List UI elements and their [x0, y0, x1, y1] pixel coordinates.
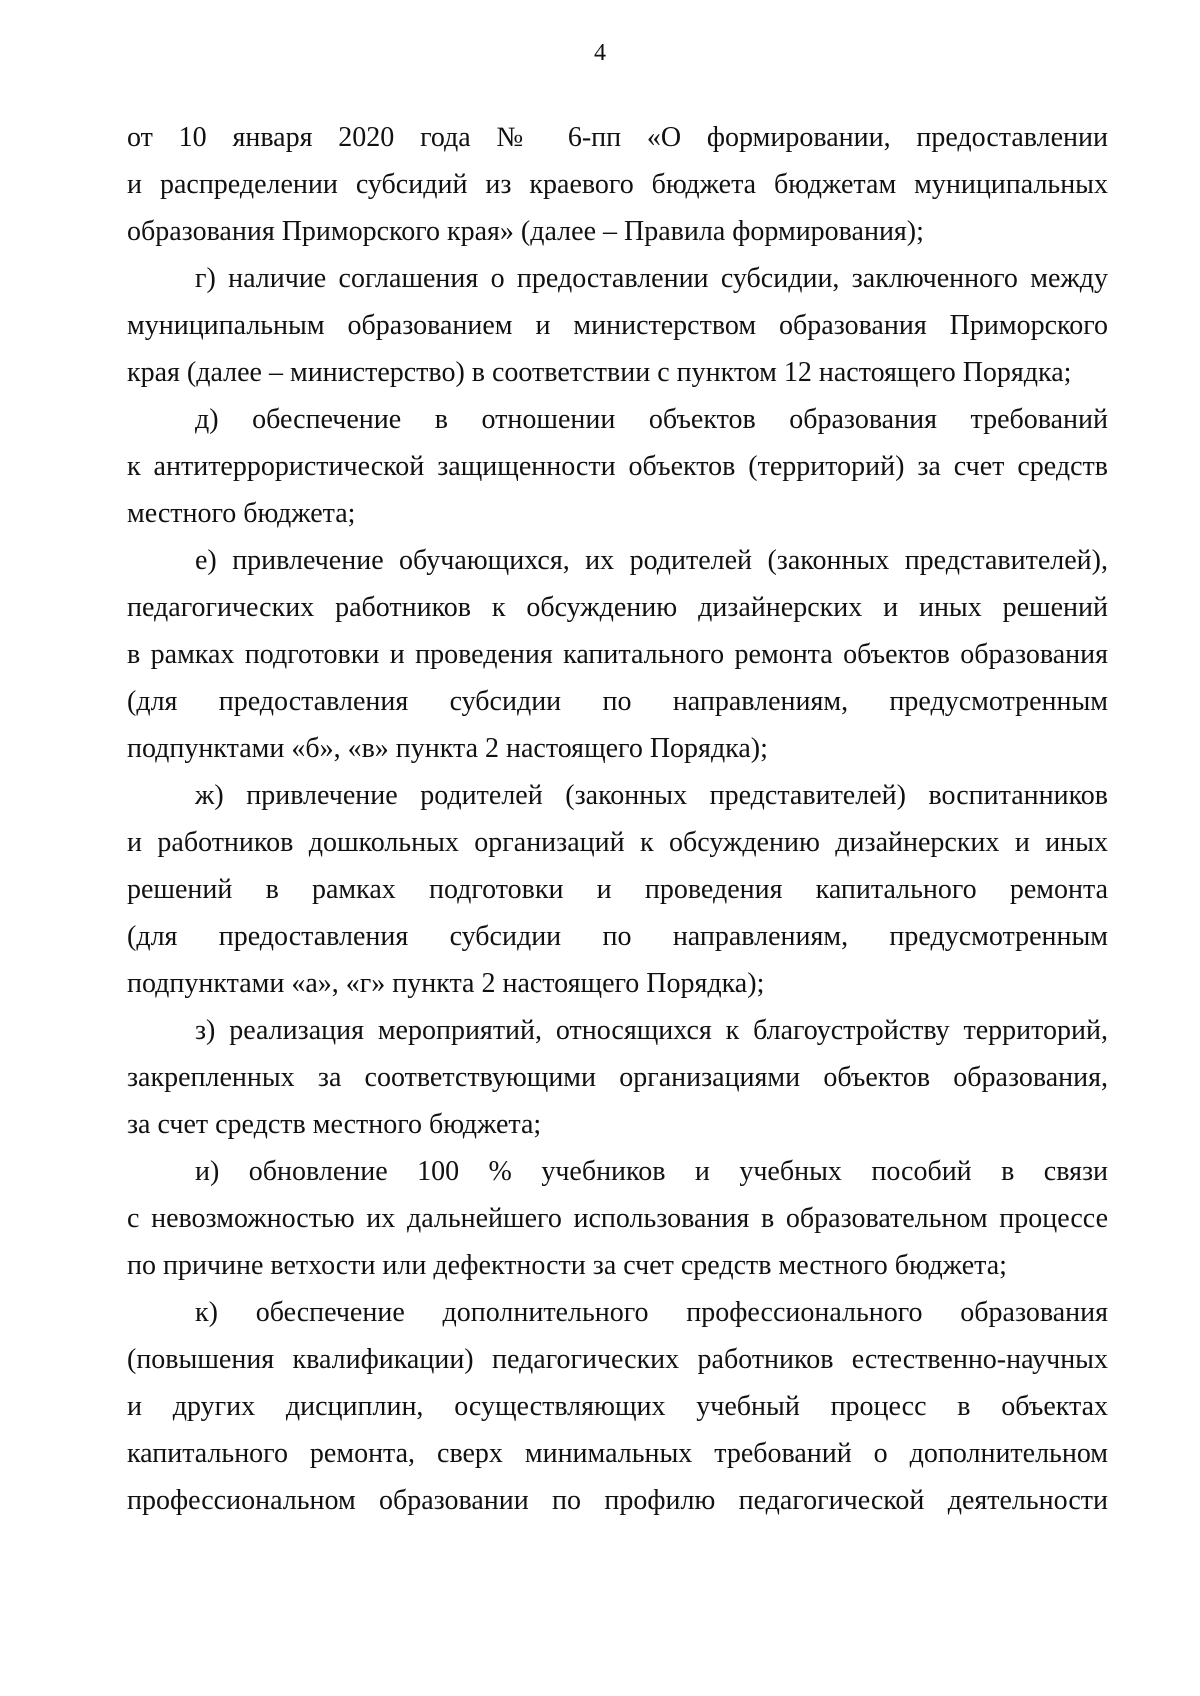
text-line: д) обеспечение в отношении объектов образования требований — [195, 404, 1108, 435]
paragraph-item-k — [127, 1289, 1108, 1524]
text-line: подпунктами «б», «в» пункта 2 настоящего Порядка); — [127, 733, 768, 764]
paragraph-item-g — [127, 255, 1108, 396]
text-line: края (далее – министерство) в соответствии с пунктом 12 настоящего Порядка; — [127, 357, 1072, 388]
page-number: 4 — [594, 40, 606, 66]
paragraph-item-z — [127, 1007, 1108, 1148]
text-line: от 10 января 2020 года № 6-пп «О формировании, предоставлении — [127, 122, 1108, 153]
text-line: ж) привлечение родителей (законных представителей) воспитанников — [195, 780, 1108, 811]
text-line: и распределении субсидий из краевого бюджета бюджетам муниципальных — [127, 169, 1108, 200]
text-line: с невозможностью их дальнейшего использования в образовательном процессе — [127, 1203, 1108, 1234]
text-line: е) привлечение обучающихся, их родителей (законных представителей), — [195, 545, 1108, 576]
document-body — [127, 114, 1108, 1524]
text-line: к антитеррористической защищенности объектов (территорий) за счет средств — [127, 451, 1108, 482]
text-line: (для предоставления субсидии по направлениям, предусмотренным — [127, 686, 1108, 717]
text-line: муниципальным образованием и министерством образования Приморского — [127, 310, 1108, 341]
text-line: (для предоставления субсидии по направлениям, предусмотренным — [127, 921, 1108, 952]
paragraph-item-e — [127, 537, 1108, 772]
paragraph-continuation — [127, 114, 1108, 255]
text-line: к) обеспечение дополнительного профессионального образования — [195, 1297, 1108, 1328]
text-line: профессиональном образовании по профилю педагогической деятельности — [127, 1485, 1108, 1516]
text-line: подпунктами «а», «г» пункта 2 настоящего Порядка); — [127, 968, 765, 999]
text-line: местного бюджета; — [127, 498, 356, 529]
text-line: образования Приморского края» (далее – Правила формирования); — [127, 216, 924, 247]
text-line: в рамках подготовки и проведения капитального ремонта объектов образования — [127, 639, 1108, 670]
text-line: за счет средств местного бюджета; — [127, 1109, 542, 1140]
text-line: и других дисциплин, осуществляющих учебный процесс в объектах — [127, 1391, 1108, 1422]
text-line: г) наличие соглашения о предоставлении субсидии, заключенного между — [195, 263, 1108, 294]
text-line: (повышения квалификации) педагогических работников естественно-научных — [127, 1344, 1108, 1375]
paragraph-item-d — [127, 396, 1108, 537]
text-line: педагогических работников к обсуждению дизайнерских и иных решений — [127, 592, 1108, 623]
text-line: решений в рамках подготовки и проведения капитального ремонта — [127, 874, 1108, 905]
text-line: з) реализация мероприятий, относящихся к благоустройству территорий, — [195, 1015, 1108, 1046]
text-line: капитального ремонта, сверх минимальных требований о дополнительном — [127, 1438, 1108, 1469]
text-line: по причине ветхости или дефектности за счет средств местного бюджета; — [127, 1250, 1007, 1281]
text-line: и работников дошкольных организаций к обсуждению дизайнерских и иных — [127, 827, 1108, 858]
text-line: закрепленных за соответствующими организациями объектов образования, — [127, 1062, 1108, 1093]
paragraph-item-i — [127, 1148, 1108, 1289]
text-line: и) обновление 100 % учебников и учебных пособий в связи — [195, 1156, 1108, 1187]
paragraph-item-zh — [127, 772, 1108, 1007]
